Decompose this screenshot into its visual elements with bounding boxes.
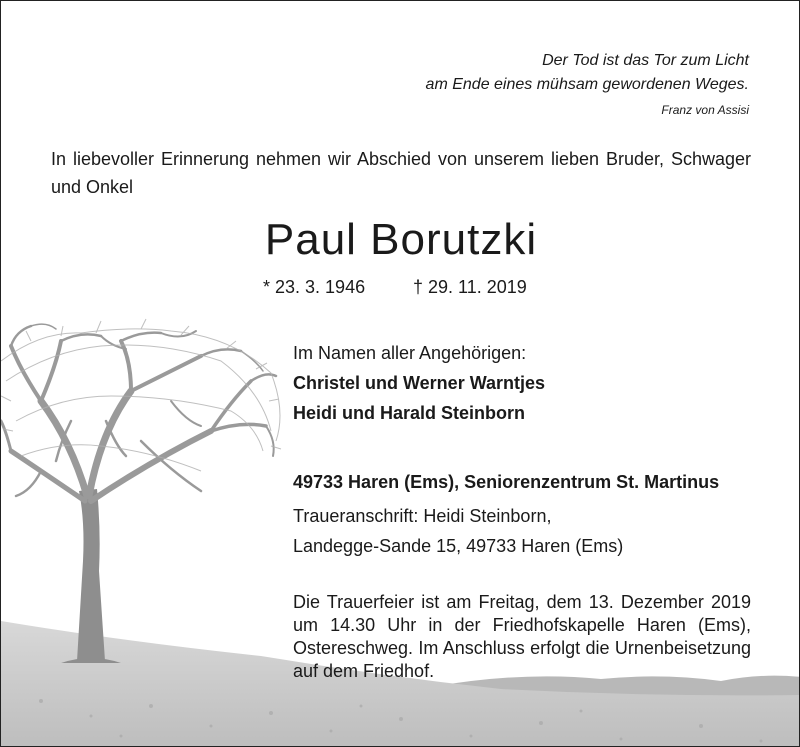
quote-author: Franz von Assisi (661, 103, 749, 117)
family-block (293, 338, 751, 428)
deceased-name: Paul Borutzki (264, 215, 538, 264)
address-block (293, 467, 751, 561)
family-name-1: Christel und Werner Warntjes (293, 373, 546, 393)
location-line: 49733 Haren (Ems), Seniorenzentrum St. Martinus (293, 472, 720, 492)
mourning-address-line-1: Traueranschrift: Heidi Steinborn, (293, 506, 552, 526)
family-name-2: Heidi und Harald Steinborn (293, 403, 526, 423)
quote-line-1: Der Tod ist das Tor zum Licht (542, 52, 749, 69)
mourning-address-line-2: Landegge-Sande 15, 49733 Haren (Ems) (293, 536, 624, 556)
tree-branches (1, 324, 276, 501)
quote-line-2: am Ende eines mühsam gewordenen Weges. (425, 76, 749, 93)
tree-trunk (77, 489, 105, 661)
epitaph-quote (426, 49, 749, 119)
ceremony-notice: Die Trauerfeier ist am Freitag, dem 13. Dezember 2019 um 14.30 Uhr in der Friedhofskapelle Haren (Ems), Ostereschweg. Im Anschluss erfolgt die Urnenbeisetzung auf dem Friedhof. (293, 592, 751, 681)
birth-date: * 23. 3. 1946 (263, 277, 366, 297)
death-date: † 29. 11. 2019 (413, 277, 527, 297)
intro-text: In liebevoller Erinnerung nehmen wir Abschied von unserem lieben Bruder, Schwager und Onkel (51, 149, 751, 197)
on-behalf-label: Im Namen aller Angehörigen: (293, 343, 527, 363)
